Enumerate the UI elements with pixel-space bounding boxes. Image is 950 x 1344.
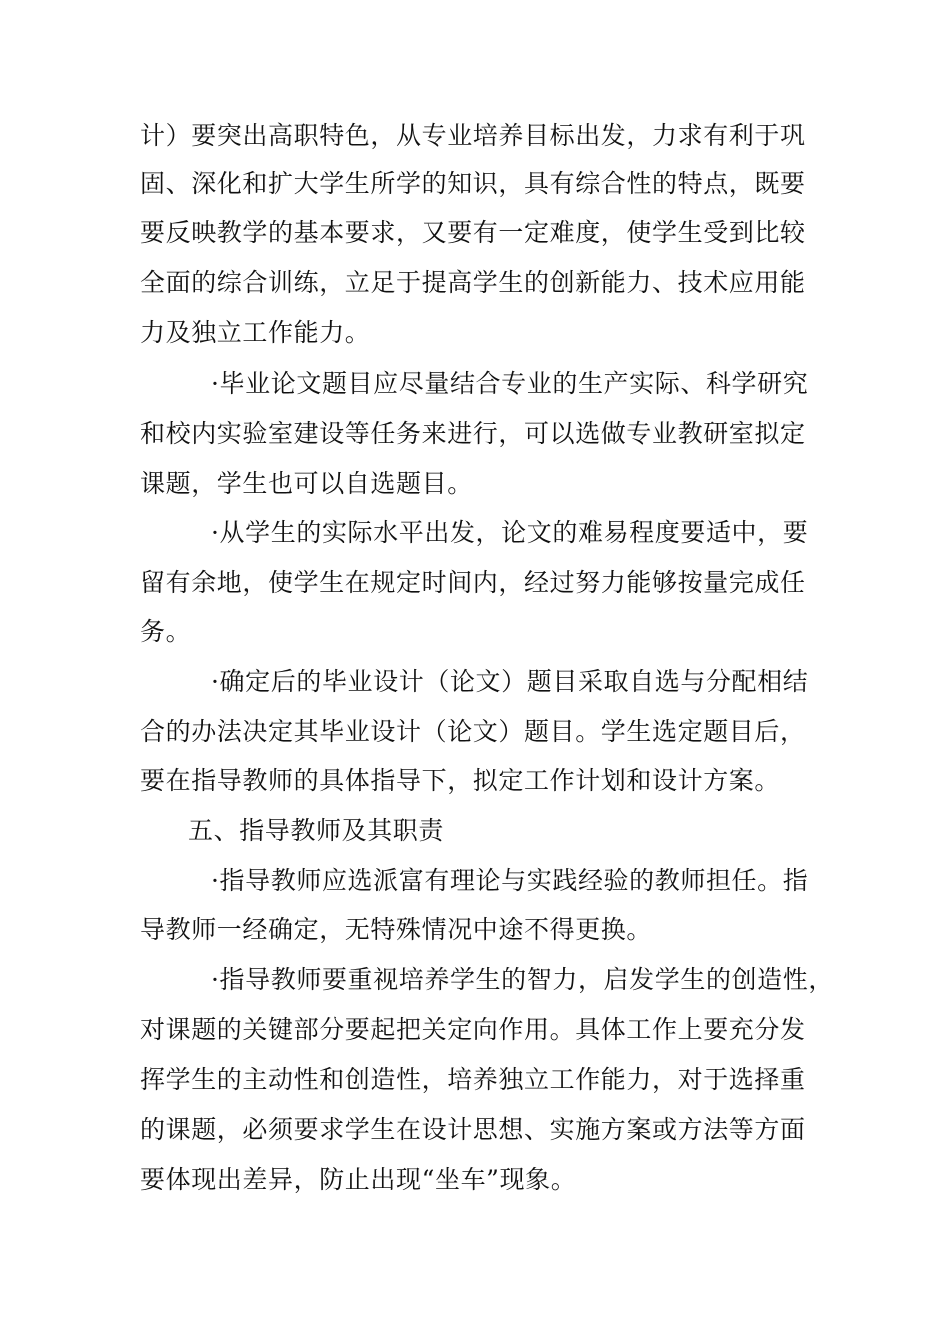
text-line: 课题，学生也可以自选题目。 (140, 469, 473, 498)
section-heading: 五、指导教师及其职责 (188, 816, 445, 845)
bullet-paragraph-start: ·指导教师要重视培养学生的智力，启发学生的创造性， (211, 965, 834, 994)
text-line: 挥学生的主动性和创造性，培养独立工作能力，对于选择重 (140, 1065, 806, 1094)
text-line: 对课题的关键部分要起把关定向作用。具体工作上要充分发 (140, 1015, 806, 1044)
text-line: 计）要突出高职特色，从专业培养目标出发，力求有利于巩 (140, 121, 806, 150)
text-line: 要在指导教师的具体指导下，拟定工作计划和设计方案。 (140, 766, 781, 795)
text-line: 固、深化和扩大学生所学的知识，具有综合性的特点，既要 (140, 169, 806, 198)
bullet-paragraph-start: ·确定后的毕业设计（论文）题目采取自选与分配相结 (211, 667, 809, 696)
text-line: 导教师一经确定，无特殊情况中途不得更换。 (140, 915, 653, 944)
text-line: 要反映教学的基本要求，又要有一定难度，使学生受到比较 (140, 218, 806, 247)
bullet-paragraph-start: ·从学生的实际水平出发，论文的难易程度要适中，要 (211, 518, 809, 547)
text-line: 留有余地，使学生在规定时间内，经过努力能够按量完成任 (140, 568, 806, 597)
text-line: 和校内实验室建设等任务来进行，可以选做专业教研室拟定 (140, 419, 806, 448)
text-line: 力及独立工作能力。 (140, 318, 371, 347)
bullet-paragraph-start: ·毕业论文题目应尽量结合专业的生产实际、科学研究 (211, 369, 809, 398)
text-line: 务。 (140, 617, 192, 646)
text-line: 全面的综合训练，立足于提高学生的创新能力、技术应用能 (140, 268, 806, 297)
text-line: 的课题，必须要求学生在设计思想、实施方案或方法等方面 (140, 1115, 806, 1144)
bullet-paragraph-start: ·指导教师应选派富有理论与实践经验的教师担任。指 (211, 866, 809, 895)
text-line: 合的办法决定其毕业设计（论文）题目。学生选定题目后， (140, 717, 806, 746)
text-line: 要体现出差异，防止出现“坐车”现象。 (140, 1165, 577, 1194)
